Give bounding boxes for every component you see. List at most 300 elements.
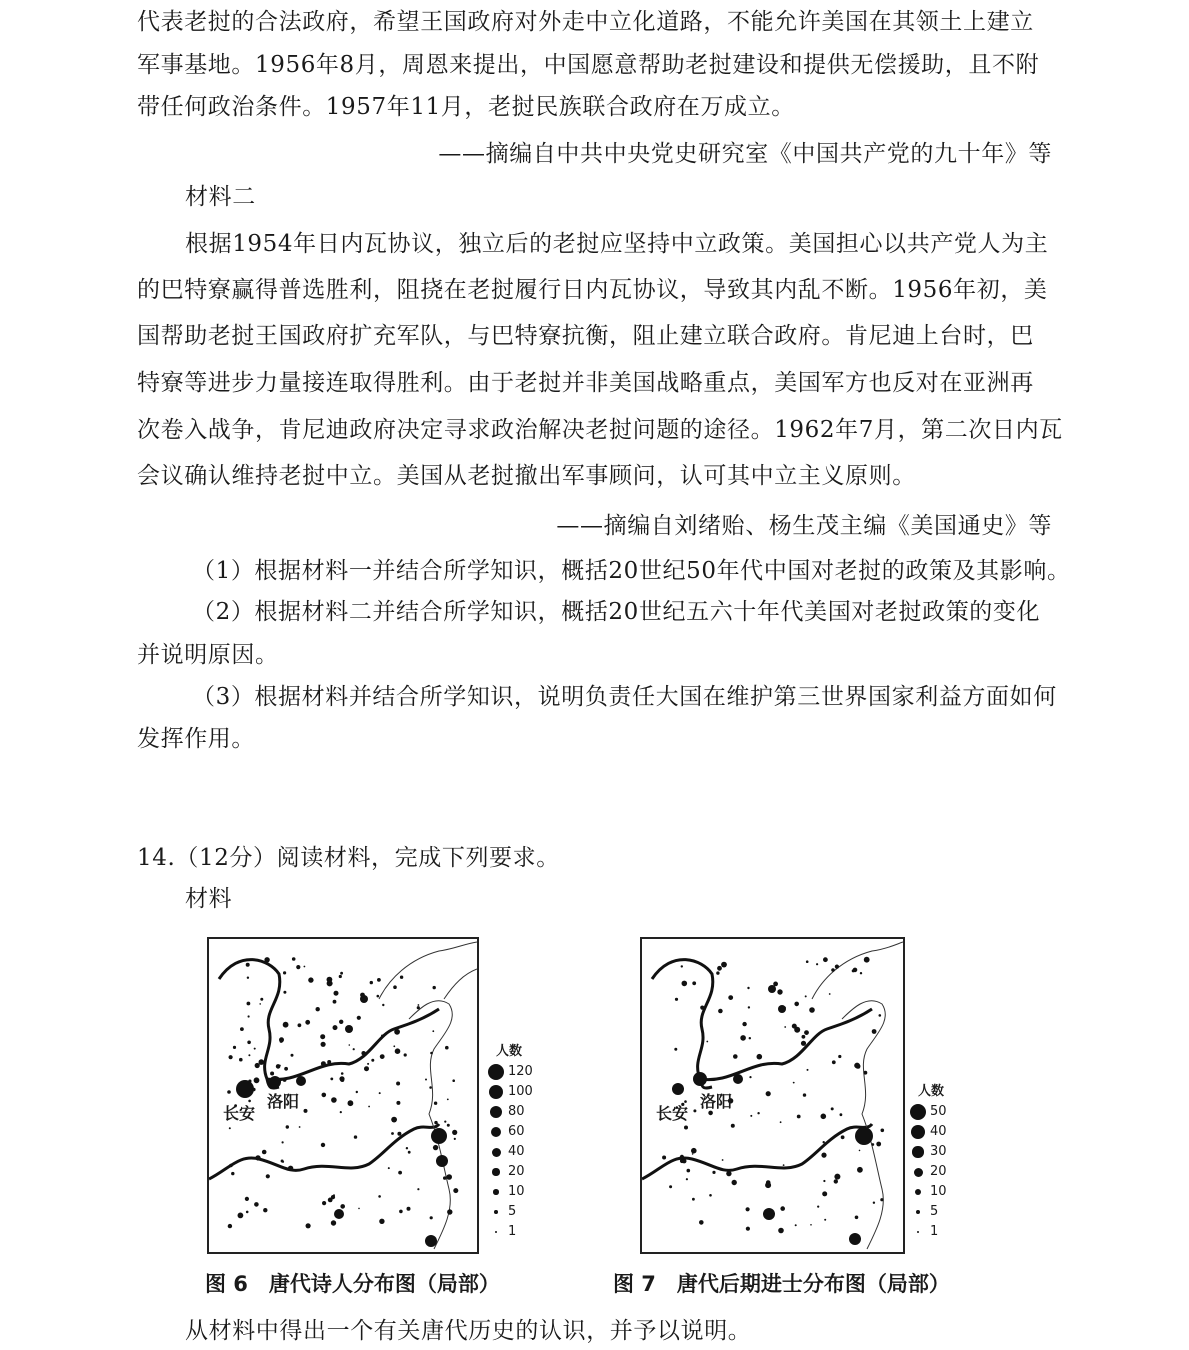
map-dot [248,1054,250,1056]
map-dot [829,993,831,995]
map-dot [832,1060,836,1064]
map-dot [784,1026,786,1028]
map-dot [453,1188,458,1193]
map-dot [418,1004,420,1006]
map-dot [433,986,436,989]
map-dot [881,1129,885,1133]
map-dot [229,1164,233,1168]
map-dot [361,1051,365,1055]
map-dot [821,1153,826,1158]
map-dot [358,1208,360,1210]
legend-row [486,1222,546,1242]
map-dot [709,1194,712,1197]
map-dot [283,1022,289,1028]
legend-label: 5 [508,1204,517,1219]
map-dot [840,1113,843,1116]
map-dot [331,1220,336,1225]
map-dot [443,1176,446,1179]
map-dot [354,1135,357,1138]
map-dot [873,1202,875,1204]
map-dot [379,1219,384,1224]
map-dot [684,1126,688,1130]
map-dot [252,1088,255,1091]
material-heading: 材料 [185,886,233,912]
map-dot [686,1178,688,1180]
map-dot [864,1071,868,1075]
map-dot [780,1121,782,1123]
map-dot [353,1048,355,1050]
legend-dot [917,1231,919,1233]
map-dot [672,1083,684,1095]
map-dot [706,1041,708,1043]
map-dot [417,1006,420,1009]
map-dot [849,1233,861,1245]
map-dot [757,1112,759,1114]
map-dot [746,1227,750,1231]
map-dot [445,1046,449,1050]
legend-dot [910,1104,926,1120]
map-dot [398,1171,402,1175]
map-dot [692,1153,694,1155]
map-dot [321,1042,326,1047]
map-dot [333,1000,337,1004]
map-dot [238,1213,244,1219]
legend-label: 40 [508,1144,525,1159]
map-dot [855,1216,859,1220]
map-dot [320,1034,325,1039]
map-dot [296,1076,306,1086]
map-dot [807,1069,809,1071]
legend-dot [491,1127,502,1138]
map-dot [434,1121,437,1124]
map-dot [822,1191,827,1196]
map-dot [732,1180,737,1185]
question-3-line-2: 发挥作用。 [137,726,255,752]
map-dot [699,1220,704,1225]
map-dot [246,1211,249,1214]
legend-label: 120 [508,1064,533,1079]
city-label-luoyang: 洛阳 [700,1092,733,1111]
map-dot [229,1055,233,1059]
map2-basemap [642,939,903,1252]
map-dot [417,1188,419,1190]
legend-row [486,1142,546,1162]
map-dot [452,1130,457,1135]
map-dot [804,1030,809,1035]
question-3-line-1: （3）根据材料并结合所学知识，说明负责任大国在维护第三世界国家利益方面如何 [192,684,1057,710]
map-dot [296,965,300,969]
legend-row [908,1162,968,1182]
map-dot [308,977,313,982]
map-dot [233,1046,236,1049]
legend-dot [493,1189,499,1195]
map-dot [674,1048,677,1051]
map-dot [334,991,339,996]
map-dot [447,1209,452,1214]
map-dot [246,963,250,967]
map-dot [816,963,818,965]
map-dot [331,1097,337,1103]
map-dot [333,1025,338,1030]
map-dot [810,1224,812,1226]
map-dot [229,1127,231,1129]
map-dot [817,1206,819,1208]
legend-row [908,1222,968,1242]
map-dot [879,1014,882,1017]
map-dot [831,968,835,972]
map-dot [835,965,839,969]
map-dot [855,1127,873,1145]
map-dot [805,995,807,997]
map-dot [860,972,862,974]
map1-legend-title: 人数 [496,1044,523,1059]
map-dot [281,1160,284,1163]
map-dot [304,1109,308,1113]
map-dot [333,1194,335,1196]
map-dot [454,1138,456,1140]
map-dot [838,1055,841,1058]
text-line-2: 军事基地。1956年8月，周恩来提出，中国愿意帮助老挝建设和提供无偿援助，且不附 [137,52,1040,78]
map-dot [425,1235,437,1247]
map-dot [692,1198,695,1201]
map-dot [340,972,343,975]
text-line-1: 代表老挝的合法政府，希望王国政府对外走中立化道路，不能允许美国在其领土上建立 [137,9,1034,35]
legend-label: 10 [930,1184,947,1199]
map-dot [228,1224,232,1228]
map1-legend [486,1040,546,1240]
legend-row [908,1122,968,1142]
legend-row [908,1202,968,1222]
source-citation-1: ——摘编自中共中央党史研究室《中国共产党的九十年》等 [438,141,1052,167]
map-dot [691,1148,697,1154]
map-dot [379,1092,381,1094]
map-dot [871,1143,874,1146]
map-dot [429,1086,432,1089]
map-dot [731,1124,735,1128]
map-dot [321,1061,326,1066]
map-dot [316,1007,320,1011]
map-dot [397,1132,401,1136]
map-dot [749,1076,751,1078]
map-dot [681,965,683,967]
map-dot [766,1091,771,1096]
map-dot [282,1141,284,1143]
map1-basemap [209,939,477,1252]
map-dot [716,971,719,974]
map-dot [712,1171,715,1174]
legend-dot [494,1210,498,1214]
city-label-luoyang: 洛阳 [267,1092,300,1111]
legend-row [486,1082,546,1102]
map-dot [377,978,381,982]
map-dot [749,1037,751,1039]
map-dot [425,1079,427,1081]
map-dot [263,1208,267,1212]
map-dot [726,1171,731,1176]
map-dot [334,1209,344,1219]
map-dot [266,1174,270,1178]
map-dot [280,1040,283,1043]
map-dot [434,1102,437,1105]
map-dot [859,1150,861,1152]
map-dot [288,1166,293,1171]
legend-row [908,1182,968,1202]
map-dot [254,1202,259,1207]
legend-label: 100 [508,1084,533,1099]
map-dot [802,1035,806,1039]
map-dot [433,1145,438,1150]
legend-dot [912,1146,923,1157]
material-two-heading: 材料二 [185,184,256,210]
paragraph-line-3: 国帮助老挝王国政府扩充军队，与巴特寮抗衡，阻止建立联合政府。肯尼迪上台时，巴 [137,323,1034,349]
map-dot [345,1025,353,1033]
map-dot [444,1121,446,1123]
paragraph-line-2: 的巴特寮赢得普选胜利，阻挠在老挝履行日内瓦协议，导致其内乱不断。1956年初，美 [137,277,1048,303]
legend-dot [490,1106,503,1119]
question-2-line-1: （2）根据材料二并结合所学知识，概括20世纪五六十年代美国对老挝政策的变化 [192,599,1041,625]
paragraph-line-4: 特寮等进步力量接连取得胜利。由于老挝并非美国战略重点，美国军方也反对在亚洲再 [137,370,1034,396]
map-dot [436,1155,448,1167]
map2-legend [908,1080,968,1240]
paragraph-line-1: 根据1954年日内瓦协议，独立后的老挝应坚持中立政策。美国担心以共产党人为主 [185,231,1049,257]
map-dot [792,1024,797,1029]
map-dot [446,1174,452,1180]
map-dot [396,1101,400,1105]
map-dot [377,995,380,998]
legend-row [486,1122,546,1142]
map-dot [283,971,286,974]
map-dot [773,982,778,987]
map-dot [367,1063,369,1065]
map-dot [746,1207,750,1211]
legend-row [486,1102,546,1122]
final-prompt: 从材料中得出一个有关唐代历史的认识，并予以说明。 [185,1318,752,1344]
map-dot [447,1099,449,1101]
map-dot [339,975,342,978]
map-dot [327,1060,331,1064]
map-dot [806,960,809,963]
map-dot [292,957,296,961]
map-dot [286,1125,289,1128]
legend-dot [915,1189,922,1196]
map-dot [747,987,749,989]
map-dot [721,962,727,968]
map-dot [854,1063,860,1069]
legend-dot [492,1168,499,1175]
map-dot [340,1078,344,1082]
map-dot [298,1023,302,1027]
map-dot [400,976,403,979]
map-dot [682,981,688,987]
legend-label: 40 [930,1124,947,1139]
map-dot [330,1078,333,1081]
map-dot [264,957,269,962]
map-dot [717,966,722,971]
map-dot [348,1100,354,1106]
map-dot [778,1228,784,1234]
figure-6-caption: 图 6 唐代诗人分布图（局部） [205,1272,500,1296]
map-dot [322,1201,326,1205]
map-dot [380,1054,385,1059]
legend-label: 30 [930,1144,947,1159]
map-dot [675,998,678,1001]
map-dot [245,1197,249,1201]
map-dot [407,1207,411,1211]
legend-label: 1 [930,1224,939,1239]
legend-label: 60 [508,1124,525,1139]
map-dot [784,1007,786,1009]
legend-dot [492,1148,501,1157]
map-dot [757,1054,763,1060]
map-dot [321,1143,325,1147]
map-dot [236,1080,254,1098]
question-2-line-2: 并说明原因。 [137,642,279,668]
map-dot [339,1020,343,1024]
map-dot [262,1150,267,1155]
question-1: （1）根据材料一并结合所学知识，概括20世纪50年代中国对老挝的政策及其影响。 [192,558,1071,584]
paragraph-line-5: 次卷入战争，肯尼迪政府决定寻求政治解决老挝问题的途径。1962年7月，第二次日内瓦 [137,417,1063,443]
map2-dots [662,957,884,1245]
map-dot [794,1002,799,1007]
legend-label: 10 [508,1184,525,1199]
map-dot [260,998,263,1001]
map-dot [360,993,365,998]
map-dot [279,1065,281,1067]
map-dot [327,977,333,983]
map-dot [384,1151,386,1153]
map-dot [834,1179,838,1183]
map-dot [370,981,373,984]
map-dot [778,1005,786,1013]
legend-label: 1 [508,1224,517,1239]
map-dot [823,957,828,962]
map-dot [391,1117,397,1123]
legend-label: 20 [930,1164,947,1179]
map-dot [240,1027,244,1031]
map-dot [259,1003,261,1005]
map-dot [803,1093,806,1096]
map-dot [406,1147,408,1149]
map-dot [700,1006,704,1010]
map-dot [780,1206,785,1211]
paragraph-line-6: 会议确认维持老挝中立。美国从老挝撤出军事顾问，认可其中立主义原则。 [137,463,916,489]
map-dot [795,1224,797,1226]
map-dot [872,1029,877,1034]
figure-7-caption: 图 7 唐代后期进士分布图（局部） [613,1272,950,1296]
map-dot [364,1066,369,1071]
poet-distribution-map [207,937,479,1254]
map-dot [381,1035,383,1037]
map-dot [340,1111,342,1113]
map-dot [880,1198,883,1201]
map-dot [797,1115,801,1119]
city-label-changan: 长安 [656,1104,689,1123]
map-dot [349,1044,351,1046]
source-citation-2: ——摘编自刘绪贻、杨生茂主编《美国通史》等 [556,513,1052,539]
map-dot [299,1126,301,1128]
map-dot [823,1180,825,1182]
legend-dot [914,1168,923,1177]
map-dot [821,1114,827,1120]
legend-dot [916,1210,920,1214]
legend-label: 80 [508,1104,525,1119]
map-dot [430,1216,433,1219]
map-dot [247,1041,251,1045]
map-dot [824,1219,826,1221]
legend-row [486,1062,546,1082]
map-dot [834,1174,840,1180]
map-dot [283,1078,287,1082]
map-dot [841,1135,845,1139]
map-dot [404,1053,407,1056]
legend-dot [489,1085,503,1099]
jinshi-distribution-map [640,937,905,1254]
map-dot [447,1124,450,1127]
legend-label: 50 [930,1104,947,1119]
map-dot [777,989,782,994]
map-dot [687,1169,691,1173]
map-dot [371,1059,374,1062]
map-dot [431,1128,447,1144]
legend-row [908,1142,968,1162]
text-line-3: 带任何政治条件。1957年11月，老挝民族联合政府在万成立。 [137,94,795,120]
map-dot [662,1156,666,1160]
map-dot [853,968,858,973]
map-dot [680,1155,684,1159]
map-dot [341,1072,344,1075]
map-dot [750,1115,752,1117]
map1-dots [227,957,458,1247]
map-dot [395,1048,401,1054]
map-dot [259,1059,265,1065]
map-dot [388,1167,390,1169]
map-dot [733,1054,738,1059]
map2-legend-title: 人数 [918,1084,945,1099]
map-dot [430,1052,433,1055]
legend-row [486,1182,546,1202]
map-dot [248,1080,251,1083]
legend-dot [911,1125,925,1139]
map-dot [722,1159,724,1161]
map-dot [328,1198,333,1203]
map-dot [239,1058,243,1062]
map-dot [831,1107,834,1110]
map-dot [391,1132,394,1135]
map-dot [809,1007,815,1013]
map-dot [740,1035,746,1041]
map-dot [393,985,397,989]
map-dot [793,1082,795,1084]
map-dot [733,1074,743,1084]
map-dot [340,1204,345,1209]
map-dot [382,1004,384,1006]
map-dot [270,1072,274,1076]
map-dot [718,1009,723,1014]
map-dot [394,1029,400,1035]
map-dot [396,1082,400,1086]
map-dot [823,1141,825,1143]
map-dot [305,1020,310,1025]
map-dot [231,1172,234,1175]
map-dot [693,1109,696,1112]
map-dot [357,1016,361,1020]
map-dot [378,1195,381,1198]
map-dot [857,1167,863,1173]
map-dot [680,1159,684,1163]
map-dot [284,1067,288,1071]
map-dot [283,991,286,994]
map-dot [728,995,733,1000]
